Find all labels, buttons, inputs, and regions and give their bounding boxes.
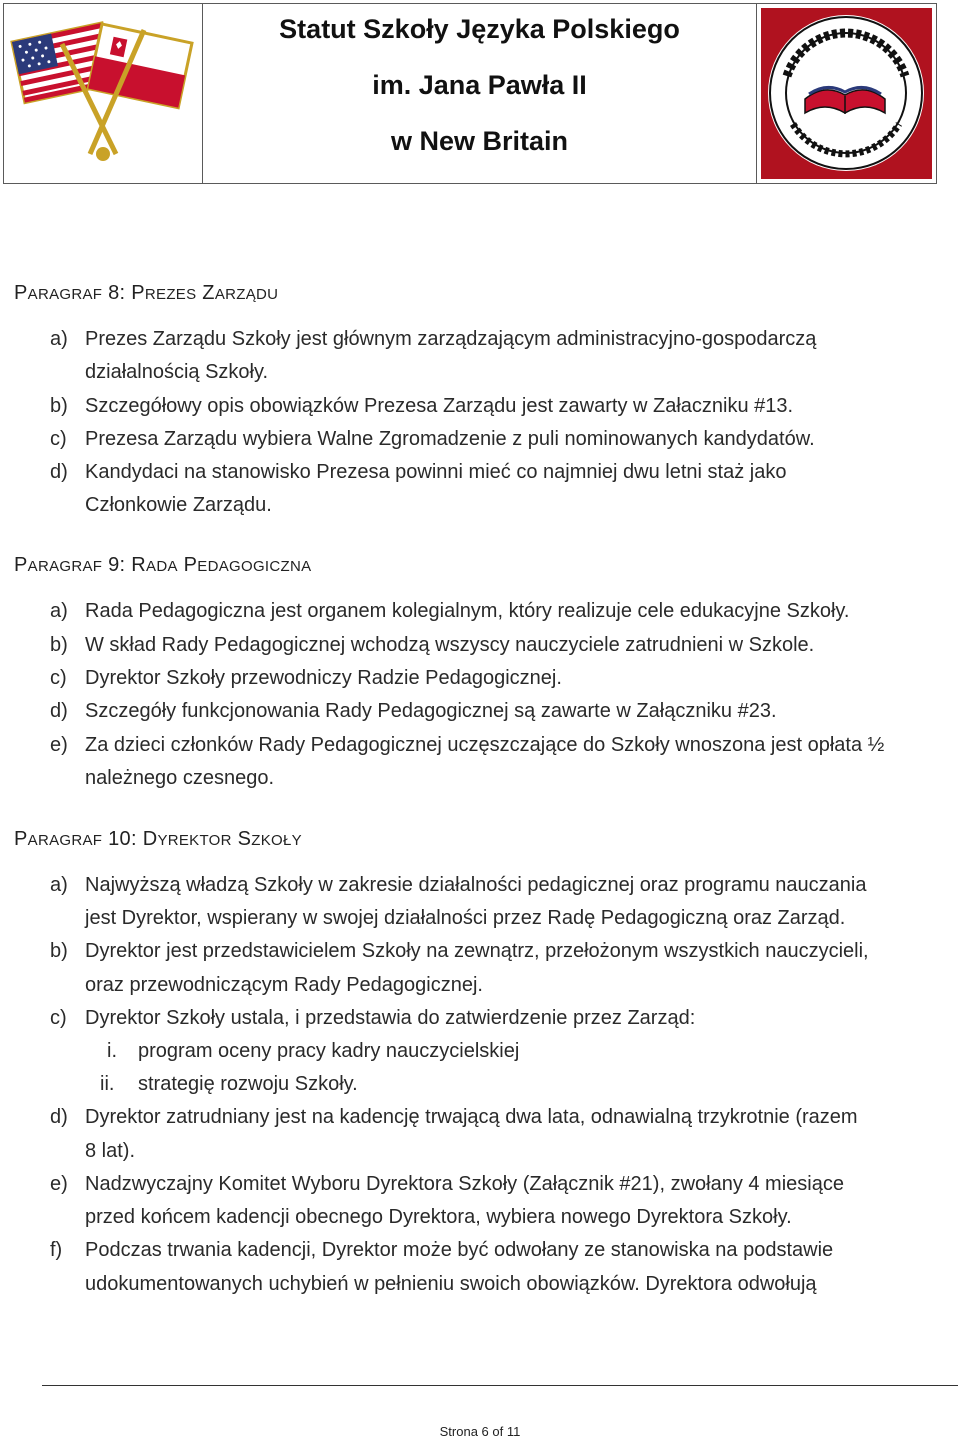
school-logo: [756, 4, 936, 183]
footer-divider: [42, 1385, 958, 1386]
heading-part: D: [142, 828, 158, 850]
heading-part: ARZĄDU: [214, 286, 279, 303]
list-item-text: Dyrektor Szkoły przewodniczy Radzie Pedagogicznej.: [85, 667, 562, 689]
list-marker: c): [50, 667, 67, 689]
title-line-2: im. Jana Pawła II: [372, 70, 587, 100]
list-item-text: Rada Pedagogiczna jest organem kolegialnym, który realizuje cele edukacyjne Szkoły.: [85, 600, 850, 622]
list-item-text: Dyrektor jest przedstawicielem Szkoły na zewnątrz, przełożonym wszystkich nauczycieli,: [85, 940, 869, 962]
list-item-text: udokumentowanych uchybień w pełnieniu swoich obowiązków. Dyrektora odwołują: [85, 1273, 817, 1295]
list-item-text: Podczas trwania kadencji, Dyrektor może być odwołany ze stanowiska na podstawie: [85, 1239, 834, 1261]
list-marker: b): [50, 940, 68, 962]
list-marker: e): [50, 1173, 68, 1195]
heading-part: 9:: [108, 554, 126, 576]
heading-part: ARAGRAF: [27, 832, 103, 849]
list-item-text: działalnością Szkoły.: [85, 361, 269, 383]
heading-part: ARAGRAF: [27, 286, 103, 303]
heading-part: R: [131, 554, 147, 576]
list-item-text: W skład Rady Pedagogicznej wchodzą wszyscy nauczyciele zatrudnieni w Szkole.: [85, 634, 815, 656]
heading-part: P: [14, 828, 28, 850]
heading-part: YREKTOR: [157, 832, 232, 849]
title-line-1: Statut Szkoły Języka Polskiego: [279, 14, 680, 44]
list-item-text: Dyrektor Szkoły ustala, i przedstawia do zatwierdzenie przez Zarząd:: [85, 1007, 696, 1029]
list-item-text: jest Dyrektor, wspierany w swojej działalności przez Radę Pedagogiczną oraz Zarząd.: [85, 907, 846, 929]
heading-part: Z: [202, 282, 215, 304]
section-heading: [14, 282, 278, 305]
list-marker: b): [50, 395, 68, 417]
list-item-text: Kandydaci na stanowisko Prezesa powinni mieć co najmniej dwu letni staż jako: [85, 461, 787, 483]
list-marker: a): [50, 874, 68, 896]
heading-part: ADA: [146, 558, 178, 575]
crossed-flags-icon: [4, 4, 202, 183]
document-title: [202, 4, 757, 183]
list-marker: e): [50, 734, 68, 756]
title-line-3: w New Britain: [390, 126, 569, 156]
heading-part: ARAGRAF: [27, 558, 103, 575]
school-seal-icon: [757, 4, 936, 183]
list-item-text: Dyrektor zatrudniany jest na kadencję trwającą dwa lata, odnawialną trzykrotnie (razem: [85, 1106, 858, 1128]
list-item-text: strategię rozwoju Szkoły.: [138, 1073, 358, 1095]
document-header: [3, 3, 937, 184]
list-marker: a): [50, 328, 68, 350]
heading-part: REZES: [144, 286, 197, 303]
list-item-text: Członkowie Zarządu.: [85, 494, 272, 516]
list-marker: b): [50, 634, 68, 656]
heading-part: P: [183, 554, 198, 576]
list-marker: ii.: [100, 1073, 115, 1095]
list-marker: f): [50, 1239, 63, 1261]
list-item-text: Prezes Zarządu Szkoły jest głównym zarządzającym administracyjno-gospodarczą: [85, 328, 817, 350]
list-item-text: Najwyższą władzą Szkoły w zakresie działalności pedagicznej oraz programu nauczania: [85, 874, 867, 896]
list-item-text: należnego czesnego.: [85, 767, 275, 789]
heading-part: S: [237, 828, 252, 850]
heading-part: P: [14, 554, 28, 576]
list-item-text: Nadzwyczajny Komitet Wyboru Dyrektora Szkoły (Załącznik #21), zwołany 4 miesiące: [85, 1173, 844, 1195]
heading-part: P: [14, 282, 28, 304]
flags-pin-image: [4, 4, 203, 183]
list-item-text: przed końcem kadencji obecnego Dyrektora, wybiera nowego Dyrektora Szkoły.: [85, 1206, 792, 1228]
list-item-text: 8 lat).: [85, 1140, 136, 1162]
heading-part: ZKOŁY: [251, 832, 302, 849]
list-item-text: Szczegóły funkcjonowania Rady Pedagogicznej są zawarte w Załączniku #23.: [85, 700, 777, 722]
section-heading: [14, 828, 302, 851]
heading-part: P: [131, 282, 145, 304]
list-item-text: Szczegółowy opis obowiązków Prezesa Zarządu jest zawarty w Załaczniku #13.: [85, 395, 794, 417]
list-marker: i.: [107, 1040, 117, 1062]
list-item-text: program oceny pracy kadry nauczycielskiej: [138, 1040, 520, 1062]
heading-part: 10:: [108, 828, 137, 850]
list-marker: c): [50, 428, 67, 450]
list-item-text: Za dzieci członków Rady Pedagogicznej uczęszczające do Szkoły wnoszona jest opłata ½: [85, 734, 885, 756]
list-marker: a): [50, 600, 68, 622]
heading-part: EDAGOGICZNA: [197, 558, 312, 575]
heading-part: 8:: [108, 282, 126, 304]
section-heading: [14, 554, 311, 577]
list-marker: d): [50, 1106, 68, 1128]
list-item-text: Prezesa Zarządu wybiera Walne Zgromadzenie z puli nominowanych kandydatów.: [85, 428, 815, 450]
list-item-text: oraz przewodniczącym Rady Pedagogicznej.: [85, 974, 483, 996]
list-marker: d): [50, 700, 68, 722]
page-number: Strona 6 of 11: [439, 1424, 521, 1439]
list-marker: c): [50, 1007, 67, 1029]
list-marker: d): [50, 461, 68, 483]
